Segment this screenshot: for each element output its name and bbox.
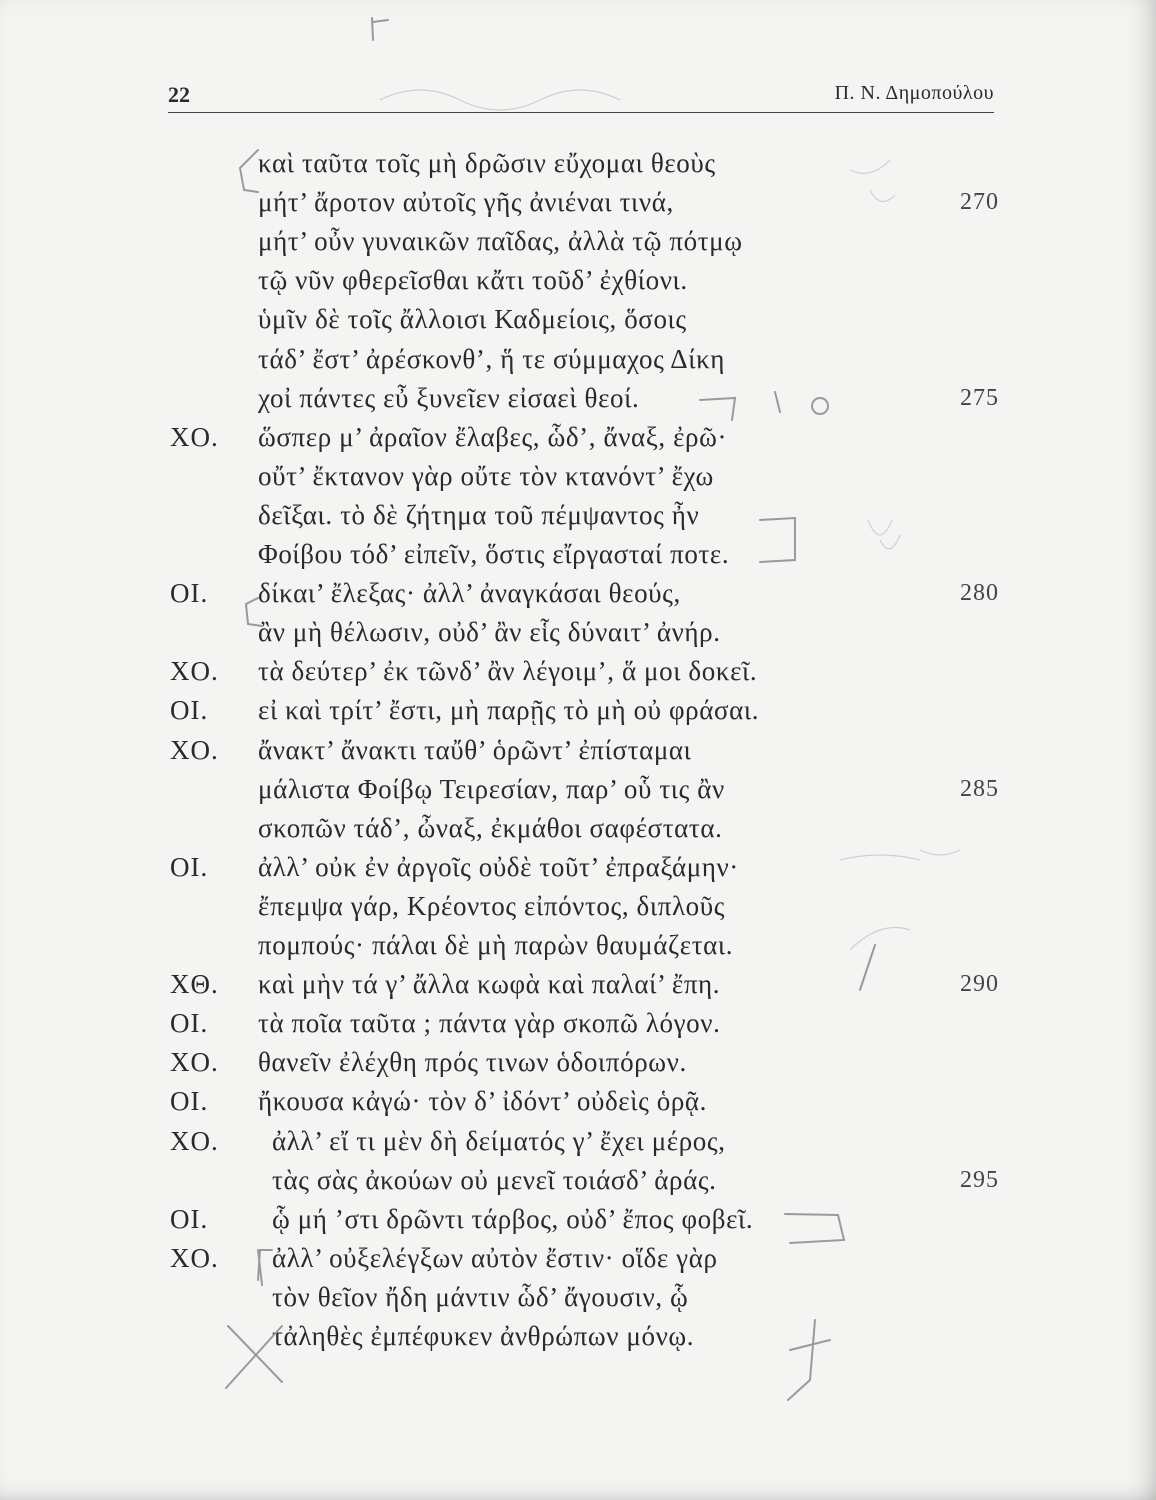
speaker-label: ΧΟ.	[170, 656, 219, 687]
verse-text: τὰς σὰς ἀκούων οὐ μενεῖ τοιάσδ’ ἀράς.	[272, 1164, 717, 1195]
verse-line	[0, 969, 1156, 1009]
verse-text: ἄνακτ’ ἄνακτι ταὔθ’ ὁρῶντ’ ἐπίσταμαι	[258, 734, 692, 765]
verse-line	[0, 891, 1156, 931]
speaker-label: ΧΟ.	[170, 734, 219, 765]
verse-line	[0, 539, 1156, 579]
verse-text: εἰ καὶ τρίτ’ ἔστι, μὴ παρῇς τὸ μὴ οὐ φράσαι.	[258, 695, 760, 726]
speaker-label: ΟΙ.	[170, 1203, 209, 1234]
verse-line	[0, 1243, 1156, 1283]
verse-line	[0, 930, 1156, 970]
speaker-label: ΧΟ.	[170, 1047, 219, 1078]
verse-line	[0, 1282, 1156, 1322]
verse-text: ὑμῖν δὲ τοῖς ἄλλοισι Καδμείοις, ὅσοις	[258, 304, 687, 335]
verse-text: ἤκουσα κἀγώ· τὸν δ’ ἰδόντ’ οὐδεὶς ὁρᾷ.	[258, 1086, 707, 1117]
line-number: 270	[960, 189, 999, 216]
verse-text: ἀλλ’ οὐξελέγξων αὐτὸν ἔστιν· οἵδε γὰρ	[272, 1242, 718, 1273]
verse-text: μάλιστα Φοίβῳ Τειρεσίαν, παρ’ οὗ τις ἂν	[258, 773, 725, 804]
verse-line	[0, 500, 1156, 540]
verse-line	[0, 226, 1156, 266]
verse-text: οὔτ’ ἔκτανον γὰρ οὔτε τὸν κτανόντ’ ἔχω	[258, 460, 714, 491]
verse-text: καὶ μὴν τά γ’ ἄλλα κωφὰ καὶ παλαί’ ἔπη.	[258, 969, 721, 1000]
page-header	[168, 78, 994, 113]
verse-line	[0, 1047, 1156, 1087]
verse-line	[0, 1321, 1156, 1361]
verse-line	[0, 617, 1156, 657]
verse-text: θανεῖν ἐλέχθη πρός τινων ὁδοιπόρων.	[258, 1047, 687, 1078]
verse-text: καὶ ταῦτα τοῖς μὴ δρῶσιν εὔχομαι θεοὺς	[258, 148, 716, 178]
verse-text: ὥσπερ μ’ ἀραῖον ἔλαβες, ὧδ’, ἄναξ, ἐρῶ·	[258, 421, 728, 452]
verse-line	[0, 461, 1156, 501]
speaker-label: ΧΟ.	[170, 421, 219, 452]
verse-text: πομπούς· πάλαι δὲ μὴ παρὼν θαυμάζεται.	[258, 930, 734, 960]
verse-text: τὰ ποῖα ταῦτα ; πάντα γὰρ σκοπῶ λόγον.	[258, 1008, 721, 1039]
verse-text: δεῖξαι. τὸ δὲ ζήτημα τοῦ πέμψαντος ἦν	[258, 499, 700, 530]
verse-text: ἂν μὴ θέλωσιν, οὐδ’ ἂν εἷς δύναιτ’ ἀνήρ.	[258, 617, 721, 648]
verse-text: τὰ δεύτερ’ ἐκ τῶνδ’ ἂν λέγοιμ’, ἅ μοι δοκεῖ.	[258, 656, 758, 687]
verse-line	[0, 1126, 1156, 1166]
speaker-label: ΟΙ.	[170, 851, 209, 882]
speaker-label: ΧΘ.	[170, 969, 219, 1000]
verse-line	[0, 735, 1156, 775]
verse-line	[0, 852, 1156, 892]
verse-line	[0, 774, 1156, 814]
verse-text: τὸν θεῖον ἤδη μάντιν ὧδ’ ἄγουσιν, ᾧ	[272, 1281, 689, 1312]
verse-line	[0, 344, 1156, 384]
verse-text: ἀλλ’ εἴ τι μὲν δὴ δείματός γ’ ἔχει μέρος,	[272, 1125, 726, 1156]
speaker-label: ΟΙ.	[170, 695, 209, 726]
running-head: Π. Ν. Δημοπούλου	[834, 82, 994, 104]
verse-line	[0, 1165, 1156, 1205]
verse-text: δίκαι’ ἔλεξας· ἀλλ’ ἀναγκάσαι θεούς,	[258, 578, 681, 609]
verse-text: Φοίβου τόδ’ εἰπεῖν, ὅστις εἴργασταί ποτε.	[258, 539, 730, 569]
verse-text: τἀληθὲς ἐμπέφυκεν ἀνθρώπων μόνῳ.	[272, 1321, 695, 1351]
speaker-label: ΟΙ.	[170, 578, 209, 609]
verse-line	[0, 422, 1156, 462]
line-number: 290	[960, 971, 999, 998]
line-number: 295	[960, 1166, 999, 1193]
verse-line	[0, 383, 1156, 423]
speaker-label: ΧΟ.	[170, 1242, 219, 1273]
page-number: 22	[168, 82, 190, 107]
verse-line	[0, 148, 1156, 188]
verse-text: ᾧ μή ’στι δρῶντι τάρβος, οὐδ’ ἔπος φοβεῖ.	[272, 1203, 754, 1234]
verse-line	[0, 695, 1156, 735]
line-number: 275	[960, 384, 999, 411]
verse-text: ἀλλ’ οὐκ ἐν ἀργοῖς οὐδὲ τοῦτ’ ἐπραξάμην·	[258, 851, 739, 882]
verse-line	[0, 656, 1156, 696]
verse-line	[0, 304, 1156, 344]
line-number: 280	[960, 580, 999, 607]
verse-line	[0, 1204, 1156, 1244]
verse-text: μήτ’ ἄροτον αὐτοῖς γῆς ἀνιέναι τινά,	[258, 187, 674, 218]
verse-text: τῷ νῦν φθερεῖσθαι κἄτι τοῦδ’ ἐχθίονι.	[258, 265, 688, 296]
verse-line	[0, 813, 1156, 853]
verse-line	[0, 187, 1156, 227]
verse-text: μήτ’ οὖν γυναικῶν παῖδας, ἀλλὰ τῷ πότμῳ	[258, 226, 743, 257]
verse-text: ἔπεμψα γάρ, Κρέοντος εἰπόντος, διπλοῦς	[258, 890, 725, 921]
verse-line	[0, 1008, 1156, 1048]
speaker-label: ΟΙ.	[170, 1086, 209, 1117]
verse-line	[0, 1086, 1156, 1126]
speaker-label: ΟΙ.	[170, 1008, 209, 1039]
speaker-label: ΧΟ.	[170, 1125, 219, 1156]
verse-text: τάδ’ ἔστ’ ἀρέσκονθ’, ἥ τε σύμμαχος Δίκη	[258, 343, 726, 374]
verse-text: σκοπῶν τάδ’, ὦναξ, ἐκμάθοι σαφέστατα.	[258, 812, 723, 843]
verse-text: χοἰ πάντες εὖ ξυνεῖεν εἰσαεὶ θεοί.	[258, 382, 640, 413]
verse-line	[0, 265, 1156, 305]
line-number: 285	[960, 775, 999, 802]
verse-line	[0, 578, 1156, 618]
